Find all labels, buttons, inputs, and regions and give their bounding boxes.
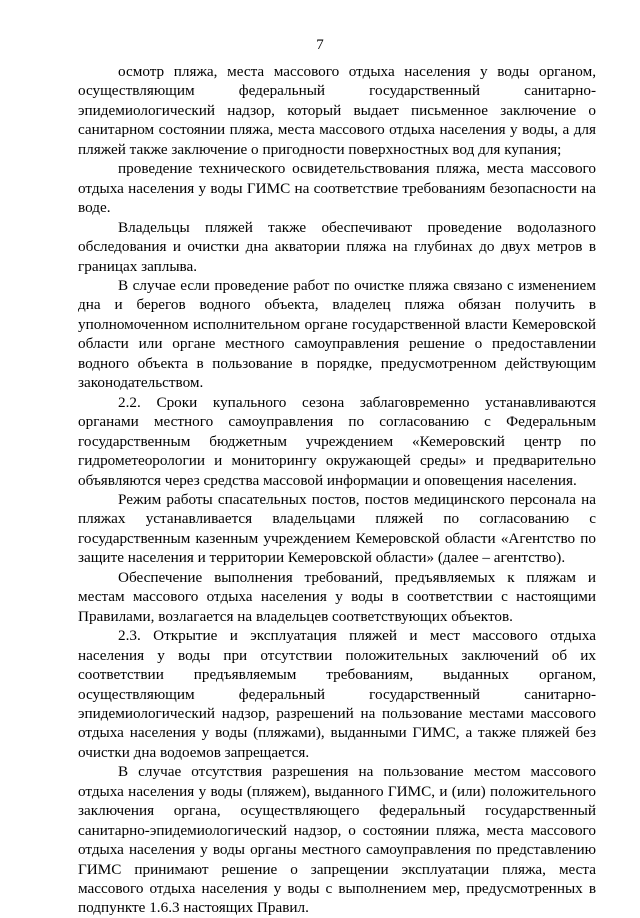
paragraph-technical-survey: проведение технического освидетельствования пляжа, места массового отдыха населения у воды ГИМС на соответствие требованиям безопасности на воде. <box>78 160 596 217</box>
paragraph-section-2-3: 2.3. Открытие и эксплуатация пляжей и мест массового отдыха населения у воды при отсутствии положительных заключений об их соответствии предъявляемым требованиям, выданных органом, осуществляющим федеральный государственный санитарно-эпидемиологический надзор, разрешений на пользование местами массового отдыха населения у воды (пляжами), выданными ГИМС, а также пляжей без очистки дна водоемов запрещается. <box>78 627 596 761</box>
paragraph-beach-inspection: осмотр пляжа, места массового отдыха населения у воды органом, осуществляющим федеральный государственный санитарно-эпидемиологический надзор, который выдает письменное заключение о санитарном состоянии пляжа, места массового отдыха населения у воды, а для пляжей также заключение о пригодности поверхностных вод для купания; <box>78 63 596 158</box>
paragraph-requirements: Обеспечение выполнения требований, предъявляемых к пляжам и местам массового отдыха населения у воды в соответствии с настоящими Правилами, возлагается на владельцев соответствующих объектов. <box>78 568 596 625</box>
page-number: 7 <box>316 37 324 53</box>
paragraph-rescue-posts: Режим работы спасательных постов, постов медицинского персонала на пляжах устанавливается владельцами пляжей по согласованию с государственным казенным учреждением Кемеровской области «Агентство по защите населения и территории Кемеровской области» (далее – агентство). <box>78 490 596 567</box>
paragraph-section-2-2: 2.2. Сроки купального сезона заблаговременно устанавливаются органами местного самоуправления по согласованию с Федеральным государственным бюджетным учреждением «Кемеровский центр по гидрометеорологии и мониторингу окружающей среды» и предварительно объявляются через средства массовой информации и оповещения населения. <box>78 393 596 489</box>
document-body <box>78 62 596 918</box>
paragraph-bottom-cleaning: В случае если проведение работ по очистке пляжа связано с изменением дна и берегов водного объекта, владелец пляжа обязан получить в уполномоченном исполнительном органе государственной власти Кемеровской области или органе местного самоуправления решение о предоставлении водного объекта в пользование в порядке, предусмотренном действующим законодательством. <box>78 276 596 392</box>
paragraph-operation-ban: В случае отсутствия разрешения на пользование местом массового отдыха населения у воды (пляжем), выданного ГИМС, и (или) положительного заключения органа, осуществляющего федеральный государственный санитарно-эпидемиологический надзор, о состоянии пляжа, места массового отдыха населения у воды органы местного самоуправления по представлению ГИМС принимают решение о запрещении эксплуатации пляжа, места массового отдыха населения у воды с выполнением мер, предусмотренных в подпункте 1.6.3 настоящих Правил. <box>78 763 596 917</box>
paragraph-diving-survey: Владельцы пляжей также обеспечивают проведение водолазного обследования и очистки дна акватории пляжа на глубинах до двух метров в границах заплыва. <box>78 218 596 275</box>
